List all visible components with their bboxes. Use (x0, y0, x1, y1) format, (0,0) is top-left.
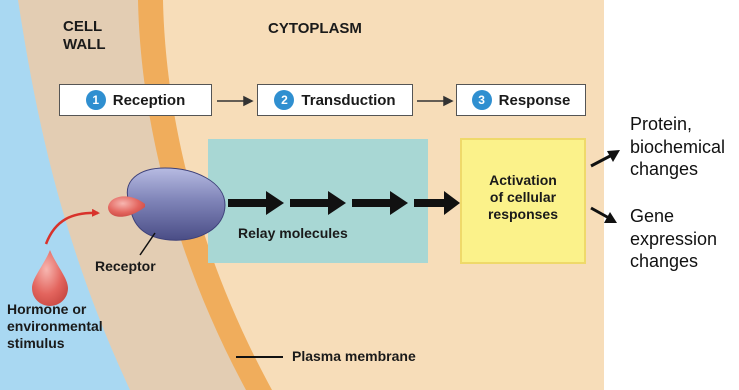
step-number-badge: 1 (86, 90, 106, 110)
step-label: Reception (112, 91, 186, 109)
activation-label: Activation of cellular responses (487, 172, 559, 222)
gene-expression-text: Gene expression changes (630, 206, 718, 271)
relay-molecules-label: Relay molecules (238, 225, 348, 241)
step-number-badge: 3 (472, 90, 492, 110)
step-label: Response (498, 91, 571, 109)
receptor-label: Receptor (95, 258, 156, 274)
step-reception (59, 84, 212, 116)
hormone-label: Hormone or environmental stimulus (7, 301, 103, 351)
cytoplasm-label: CYTOPLASM (268, 20, 362, 37)
protein-changes-text: Protein, biochemical changes (630, 114, 726, 179)
step-label: Transduction (301, 91, 396, 109)
step-response (456, 84, 586, 116)
step-transduction (257, 84, 413, 116)
step-number-badge: 2 (274, 90, 294, 110)
cell-wall-label: CELL WALL (63, 18, 106, 53)
plasma-membrane-label: Plasma membrane (292, 348, 416, 364)
